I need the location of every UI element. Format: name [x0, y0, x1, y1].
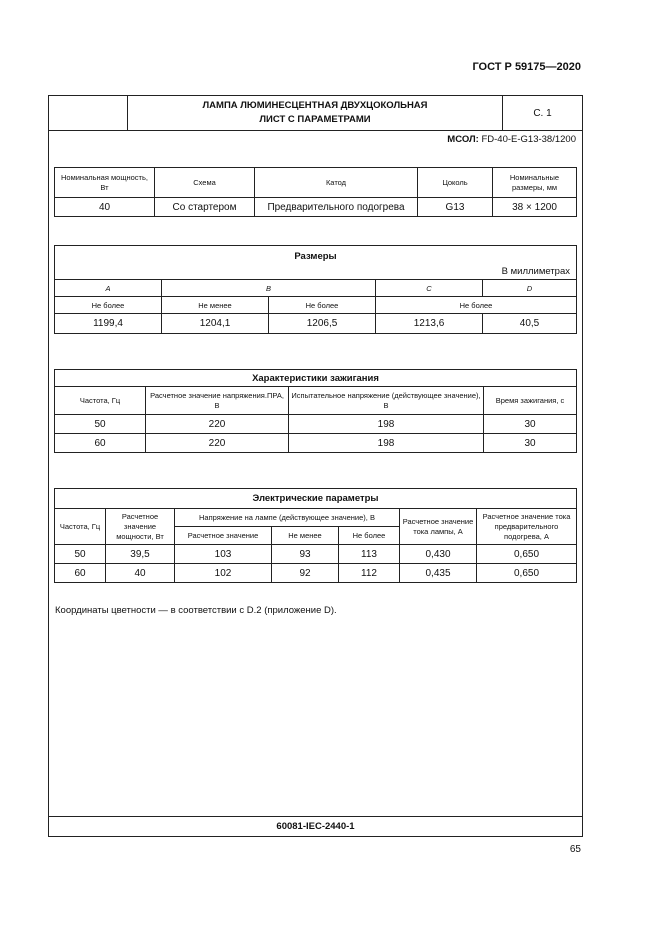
header-cell: Испытательное напряжение (действующее значение), В: [289, 387, 484, 415]
designation-code: [447, 134, 576, 145]
table-title-row: [55, 370, 577, 387]
table-row: [55, 415, 577, 434]
table-title: Размеры: [294, 251, 337, 262]
value-cell: Со стартером: [155, 198, 255, 217]
value-cell: 1204,1: [162, 314, 269, 334]
value-cell: 40,5: [483, 314, 577, 334]
table-row: [55, 564, 577, 583]
value-cell: 50: [55, 415, 146, 434]
value-cell: 220: [146, 415, 289, 434]
sheet-frame: [48, 95, 583, 837]
header-cell: Расчетное значение напряжения.ПРА, В: [146, 387, 289, 415]
table-title: Характеристики зажигания: [55, 370, 577, 387]
value-cell: 198: [289, 434, 484, 453]
ignition-table: [54, 369, 577, 453]
value-cell: 30: [484, 434, 577, 453]
header-cell: Расчетное значение мощности, Вт: [106, 509, 175, 545]
value-cell: 60: [55, 434, 146, 453]
value-cell: 30: [484, 415, 577, 434]
value-cell: 0,650: [477, 564, 577, 583]
value-cell: 0,430: [400, 545, 477, 564]
header-cell: Расчетное значение тока лампы, А: [400, 509, 477, 545]
table-row: [55, 545, 577, 564]
dimensions-table: [54, 245, 577, 334]
header-cell: Напряжение на лампе (действующее значение), В: [175, 509, 400, 527]
header-cell: Расчетное значение: [175, 527, 272, 545]
table-header-row: [55, 509, 577, 527]
value-cell: 60: [55, 564, 106, 583]
chromaticity-note: Координаты цветности — в соответствии с D.2 (приложение D).: [55, 605, 337, 616]
header-cell: Время зажигания, с: [484, 387, 577, 415]
limits-row: [55, 297, 577, 314]
value-cell: Предварительного подогрева: [255, 198, 418, 217]
value-cell: 92: [272, 564, 339, 583]
value-cell: G13: [418, 198, 493, 217]
header-cell: Частота, Гц: [55, 509, 106, 545]
electrical-table: [54, 488, 577, 583]
value-cell: 40: [55, 198, 155, 217]
limit-cell: Не более: [55, 297, 162, 314]
sheet-header: [49, 96, 582, 131]
table-row: [55, 434, 577, 453]
table-header-row: [55, 387, 577, 415]
letter-cell: C: [376, 280, 483, 297]
value-cell: 113: [339, 545, 400, 564]
header-cell: Не более: [339, 527, 400, 545]
value-cell: 112: [339, 564, 400, 583]
value-cell: 198: [289, 415, 484, 434]
limit-cell: Не более: [376, 297, 577, 314]
value-cell: 103: [175, 545, 272, 564]
header-cell: Схема: [155, 168, 255, 198]
code-value: FD-40-E-G13-38/1200: [481, 134, 576, 145]
header-cell: Не менее: [272, 527, 339, 545]
header-empty-cell: [49, 96, 128, 130]
sheet-number: С. 1: [502, 96, 582, 130]
title-line-1: ЛАМПА ЛЮМИНЕСЦЕНТНАЯ ДВУХЦОКОЛЬНАЯ: [202, 100, 428, 111]
table-title: Электрические параметры: [55, 489, 577, 509]
limit-cell: Не менее: [162, 297, 269, 314]
header-cell: Катод: [255, 168, 418, 198]
letters-row: [55, 280, 577, 297]
table-header-row: [55, 168, 577, 198]
value-cell: 40: [106, 564, 175, 583]
header-cell: Расчетное значение тока предварительного подогрева, А: [477, 509, 577, 545]
limit-cell: Не более: [269, 297, 376, 314]
page-number: 65: [569, 844, 581, 855]
header-cell: Частота, Гц: [55, 387, 146, 415]
table-title-row: [55, 489, 577, 509]
letter-cell: A: [55, 280, 162, 297]
title-line-2: ЛИСТ С ПАРАМЕТРАМИ: [259, 114, 371, 125]
header-cell: Номинальная мощность, Вт: [55, 168, 155, 198]
value-cell: 0,435: [400, 564, 477, 583]
standard-number: ГОСТ Р 59175—2020: [472, 61, 581, 73]
value-cell: 1213,6: [376, 314, 483, 334]
value-cell: 220: [146, 434, 289, 453]
value-cell: 1199,4: [55, 314, 162, 334]
value-cell: 50: [55, 545, 106, 564]
value-cell: 39,5: [106, 545, 175, 564]
value-cell: 0,650: [477, 545, 577, 564]
value-cell: 1206,5: [269, 314, 376, 334]
letter-cell: B: [162, 280, 376, 297]
unit-label: В миллиметрах: [501, 266, 570, 277]
table-title-row: [55, 246, 577, 280]
header-cell: Номинальные размеры, мм: [493, 168, 577, 198]
main-parameters-table: [54, 167, 577, 217]
sheet-footer-code: 60081-IEC-2440-1: [49, 816, 582, 836]
header-cell: Цоколь: [418, 168, 493, 198]
sheet-title: [127, 99, 503, 127]
value-cell: 102: [175, 564, 272, 583]
table-row: [55, 198, 577, 217]
value-cell: 93: [272, 545, 339, 564]
value-cell: 38 × 1200: [493, 198, 577, 217]
table-row: [55, 314, 577, 334]
letter-cell: D: [483, 280, 577, 297]
code-label: МСОЛ:: [447, 134, 479, 145]
